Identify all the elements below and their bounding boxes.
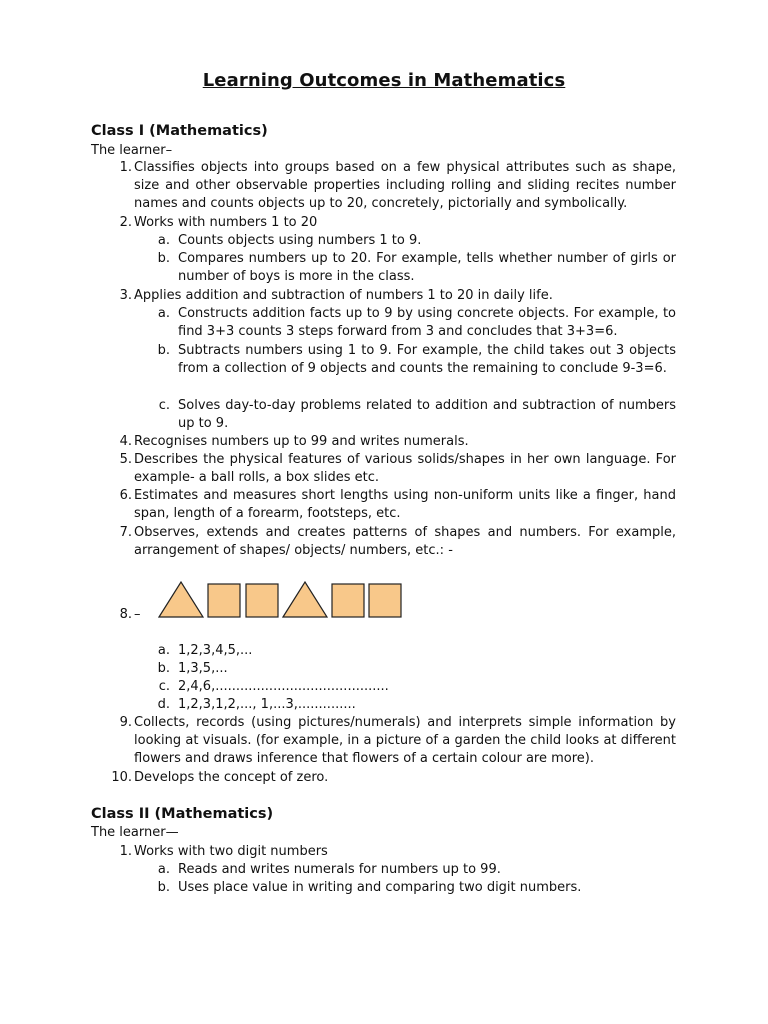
sub-item-letter: a. [157,862,170,877]
item-number: 2. [119,215,132,230]
list-item [108,714,676,769]
item-text: Works with numbers 1 to 20 [134,215,318,230]
list-item [108,524,676,560]
item-text: – [134,607,141,622]
sub-item [150,342,676,378]
sub-item [150,678,676,696]
sub-item-text: Solves day-to-day problems related to addition and subtraction of numbers up to 9. [178,398,676,432]
sub-item [150,250,676,286]
item-number: 9. [119,715,132,730]
item-text: Develops the concept of zero. [134,770,329,785]
sub-item-text: Counts objects using numbers 1 to 9. [178,233,422,248]
sub-item-letter: b. [157,343,170,358]
list-item [108,287,676,305]
item-text: Describes the physical features of various solids/shapes in her own language. For example- a ball rolls, a box slides etc. [134,452,676,486]
item-text: Observes, extends and creates patterns of shapes and numbers. For example, arrangement of shapes/ objects/ numbers, etc.: - [134,525,676,559]
item-text: Estimates and measures short lengths using non-uniform units like a finger, hand span, length of a forearm, footsteps, etc. [134,488,676,522]
list-item [108,843,676,861]
sub-item-text: 1,2,3,1,2,..., 1,...3,.............. [178,697,356,712]
list-item [108,451,676,487]
sub-item [150,232,676,250]
sub-item-text: 1,2,3,4,5,... [178,643,253,658]
sub-item-text: Constructs addition facts up to 9 by using concrete objects. For example, to find 3+3 counts 3 steps forward from 3 and concludes that 3+3=6. [178,306,676,340]
sub-item-letter: b. [157,661,170,676]
item-text: Applies addition and subtraction of numbers 1 to 20 in daily life. [134,288,553,303]
sub-item-text: Reads and writes numerals for numbers up to 99. [178,862,501,877]
list-item [108,433,676,451]
page-title: Learning Outcomes in Mathematics [202,70,566,91]
item-text: Recognises numbers up to 99 and writes numerals. [134,434,469,449]
sub-item [150,397,676,433]
item-text: Collects, records (using pictures/numerals) and interprets simple information by looking at visuals. (for example, in a picture of a garden the child looks at different flowers and draws inference that flowers of a certain colour are more). [134,715,676,767]
list-item [108,606,676,624]
item-number: 4. [119,434,132,449]
sub-item-letter: a. [157,233,170,248]
sub-item-letter: b. [157,880,170,895]
sub-item-text: Uses place value in writing and comparing two digit numbers. [178,880,582,895]
sub-item-letter: b. [157,251,170,266]
item-number: 1. [119,160,132,175]
sub-item-letter: a. [157,306,170,321]
list-item [108,159,676,214]
sub-item-letter: d. [157,697,170,712]
item-number: 1. [119,844,132,859]
sub-item-text: Compares numbers up to 20. For example, tells whether number of girls or number of boys is more in the class. [178,251,676,285]
item-number: 5. [119,452,132,467]
sub-item [150,660,676,678]
sub-item [150,305,676,341]
sub-item [150,696,676,714]
list-item [108,769,676,787]
sub-item [150,861,676,879]
sub-item-text: 2,4,6,.......................................... [178,679,389,694]
sub-item-text: Subtracts numbers using 1 to 9. For example, the child takes out 3 objects from a collection of 9 objects and counts the remaining to conclude 9-3=6. [178,343,676,377]
sub-item-text: 1,3,5,... [178,661,228,676]
sub-item-letter: a. [157,643,170,658]
sub-item [150,879,676,897]
item-number: 6. [119,488,132,503]
sub-item-letter: c. [158,679,170,694]
item-number: 3. [119,288,132,303]
item-text: Classifies objects into groups based on a few physical attributes such as shape, size and other observable properties including rolling and sliding recites number names and counts objects up to 20, concretely, pictorially and symbolically. [134,160,676,212]
item-text: Works with two digit numbers [134,844,328,859]
class1-heading: Class I (Mathematics) [91,123,268,139]
class1-intro: The learner– [91,143,173,158]
class2-heading: Class II (Mathematics) [91,806,274,822]
list-item [108,214,676,232]
item-number: 10. [111,770,132,785]
sub-item [150,642,676,660]
class2-intro: The learner— [91,825,179,840]
list-item [108,487,676,523]
sub-item-letter: c. [158,398,170,413]
item-number: 8. [119,607,132,622]
item-number: 7. [119,525,132,540]
